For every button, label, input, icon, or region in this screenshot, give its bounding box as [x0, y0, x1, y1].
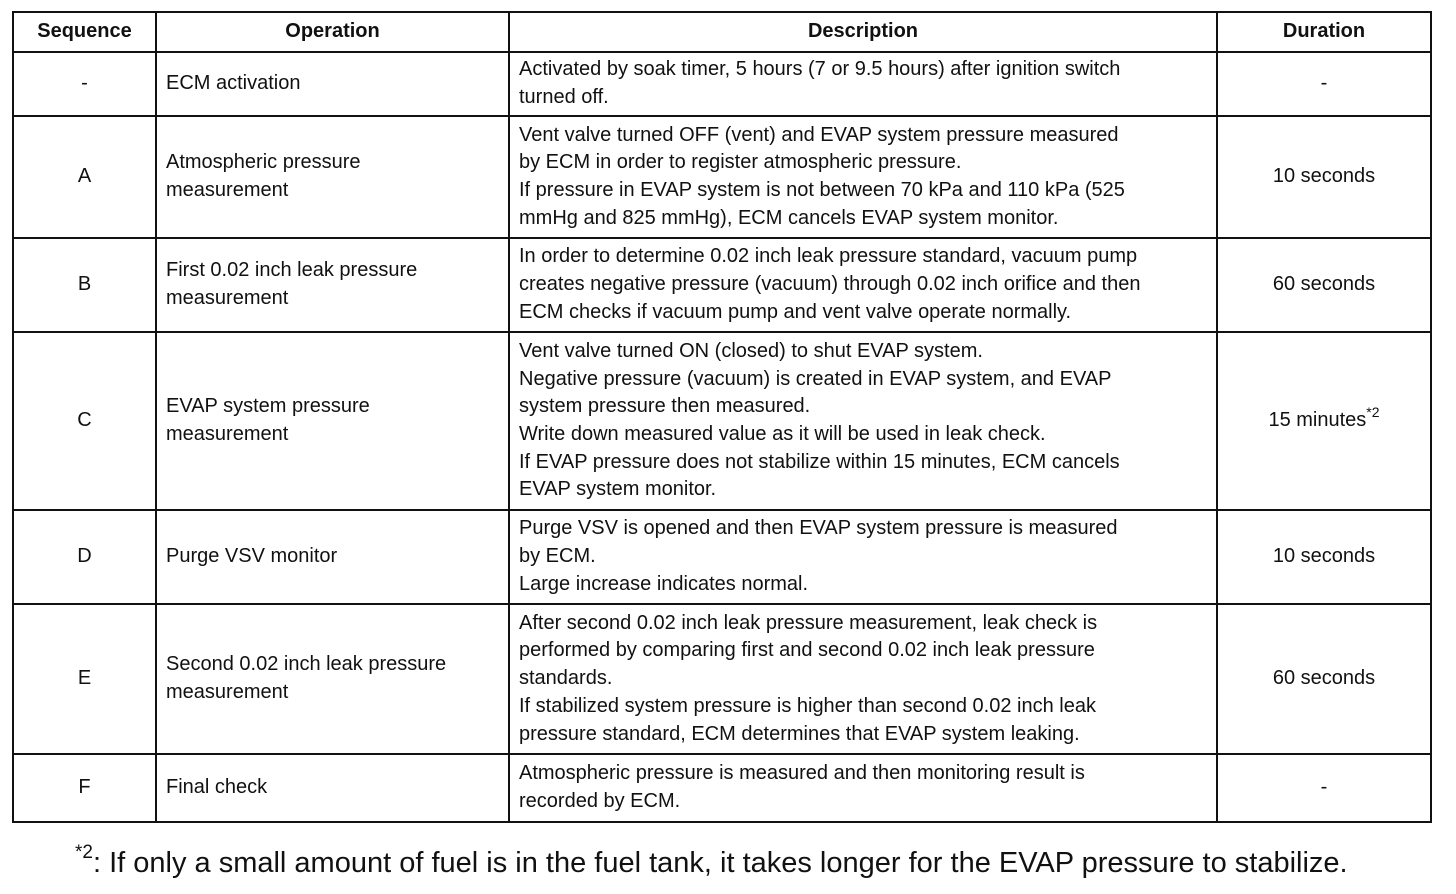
table-row [13, 754, 1431, 822]
cell-sequence: F [13, 754, 156, 822]
footnote-text: : If only a small amount of fuel is in the fuel tank, it takes longer for the EVAP pressure to stabilize. [92, 847, 1348, 879]
description-line: Vent valve turned OFF (vent) and EVAP system pressure measured [519, 123, 1119, 146]
operation-line: Final check [166, 776, 268, 799]
cell-sequence: C [13, 332, 156, 510]
cell-description [509, 332, 1217, 510]
duration-value: - [1320, 72, 1328, 95]
description-line: Large increase indicates normal. [519, 572, 809, 595]
table-row [13, 116, 1431, 238]
cell-operation [156, 116, 509, 238]
table-body [13, 52, 1431, 822]
cell-operation [156, 604, 509, 754]
cell-operation [156, 754, 509, 822]
table-header-row [13, 12, 1431, 52]
description-line: system pressure then measured. [519, 395, 811, 418]
header-operation: Operation [156, 12, 509, 52]
description-line: turned off. [519, 86, 609, 108]
duration-value: 15 minutes [1268, 409, 1367, 432]
description-line: If EVAP pressure does not stabilize within 15 minutes, ECM cancels [519, 450, 1120, 473]
header-description: Description [509, 12, 1217, 52]
table-row [13, 332, 1431, 510]
description-line: performed by comparing first and second 0.02 inch leak pressure [519, 639, 1095, 662]
description-line: standards. [519, 667, 613, 690]
cell-sequence: B [13, 238, 156, 332]
table-row [13, 238, 1431, 332]
cell-sequence: A [13, 116, 156, 238]
description-line: Vent valve turned ON (closed) to shut EVAP system. [519, 339, 983, 362]
operation-line: First 0.02 inch leak pressure [166, 259, 418, 282]
cell-description [509, 238, 1217, 332]
cell-sequence: D [13, 510, 156, 604]
table-row [13, 604, 1431, 754]
cell-sequence: E [13, 604, 156, 754]
cell-duration [1217, 604, 1431, 754]
description-line: In order to determine 0.02 inch leak pressure standard, vacuum pump [519, 245, 1138, 268]
cell-operation [156, 52, 509, 116]
duration-value: 60 seconds [1272, 667, 1376, 690]
description-line: After second 0.02 inch leak pressure measurement, leak check is [519, 611, 1098, 634]
header-sequence: Sequence [13, 12, 156, 52]
operation-line: measurement [166, 179, 289, 201]
description-line: EVAP system monitor. [519, 478, 717, 501]
table-row [13, 52, 1431, 116]
duration-value: - [1320, 776, 1328, 799]
description-line: by ECM in order to register atmospheric pressure. [519, 151, 962, 174]
cell-duration [1217, 754, 1431, 822]
operation-line: Second 0.02 inch leak pressure [166, 653, 447, 676]
description-line: Activated by soak timer, 5 hours (7 or 9.5 hours) after ignition switch [519, 58, 1121, 81]
cell-description [509, 52, 1217, 116]
description-line: Write down measured value as it will be used in leak check. [519, 423, 1046, 445]
header-duration: Duration [1217, 12, 1431, 52]
description-line: mmHg and 825 mmHg), ECM cancels EVAP system monitor. [519, 206, 1059, 229]
operation-line: ECM activation [166, 72, 301, 95]
cell-duration [1217, 116, 1431, 238]
operation-line: measurement [166, 681, 289, 703]
cell-description [509, 604, 1217, 754]
cell-operation [156, 238, 509, 332]
description-line: If pressure in EVAP system is not between 70 kPa and 110 kPa (525 [519, 179, 1125, 201]
description-line: Negative pressure (vacuum) is created in EVAP system, and EVAP [519, 367, 1112, 390]
cell-description [509, 510, 1217, 604]
footnote-marker: *2 [75, 842, 93, 863]
description-line: recorded by ECM. [519, 790, 681, 812]
cell-description [509, 116, 1217, 238]
description-line: Atmospheric pressure is measured and then monitoring result is [519, 762, 1085, 785]
operation-line: Atmospheric pressure [166, 151, 361, 174]
operation-line: EVAP system pressure [166, 395, 370, 418]
duration-value: 10 seconds [1272, 165, 1376, 188]
operation-line: measurement [166, 287, 289, 309]
cell-duration [1217, 510, 1431, 604]
duration-value: 10 seconds [1272, 545, 1376, 568]
evap-monitor-table [12, 11, 1432, 823]
operation-line: Purge VSV monitor [166, 545, 338, 568]
cell-operation [156, 510, 509, 604]
table-row [13, 510, 1431, 604]
cell-operation [156, 332, 509, 510]
description-line: creates negative pressure (vacuum) through 0.02 inch orifice and then [519, 273, 1141, 296]
duration-value: 60 seconds [1272, 273, 1376, 296]
description-line: ECM checks if vacuum pump and vent valve operate normally. [519, 300, 1072, 323]
cell-duration [1217, 238, 1431, 332]
cell-duration [1217, 52, 1431, 116]
cell-duration [1217, 332, 1431, 510]
footnote [75, 843, 1348, 883]
footnote-reference: *2 [1366, 404, 1380, 421]
description-line: Purge VSV is opened and then EVAP system pressure is measured [519, 517, 1118, 540]
description-line: by ECM. [519, 545, 596, 568]
cell-sequence: - [13, 52, 156, 116]
operation-line: measurement [166, 423, 289, 445]
cell-description [509, 754, 1217, 822]
description-line: pressure standard, ECM determines that EVAP system leaking. [519, 722, 1080, 745]
description-line: If stabilized system pressure is higher than second 0.02 inch leak [519, 694, 1096, 717]
